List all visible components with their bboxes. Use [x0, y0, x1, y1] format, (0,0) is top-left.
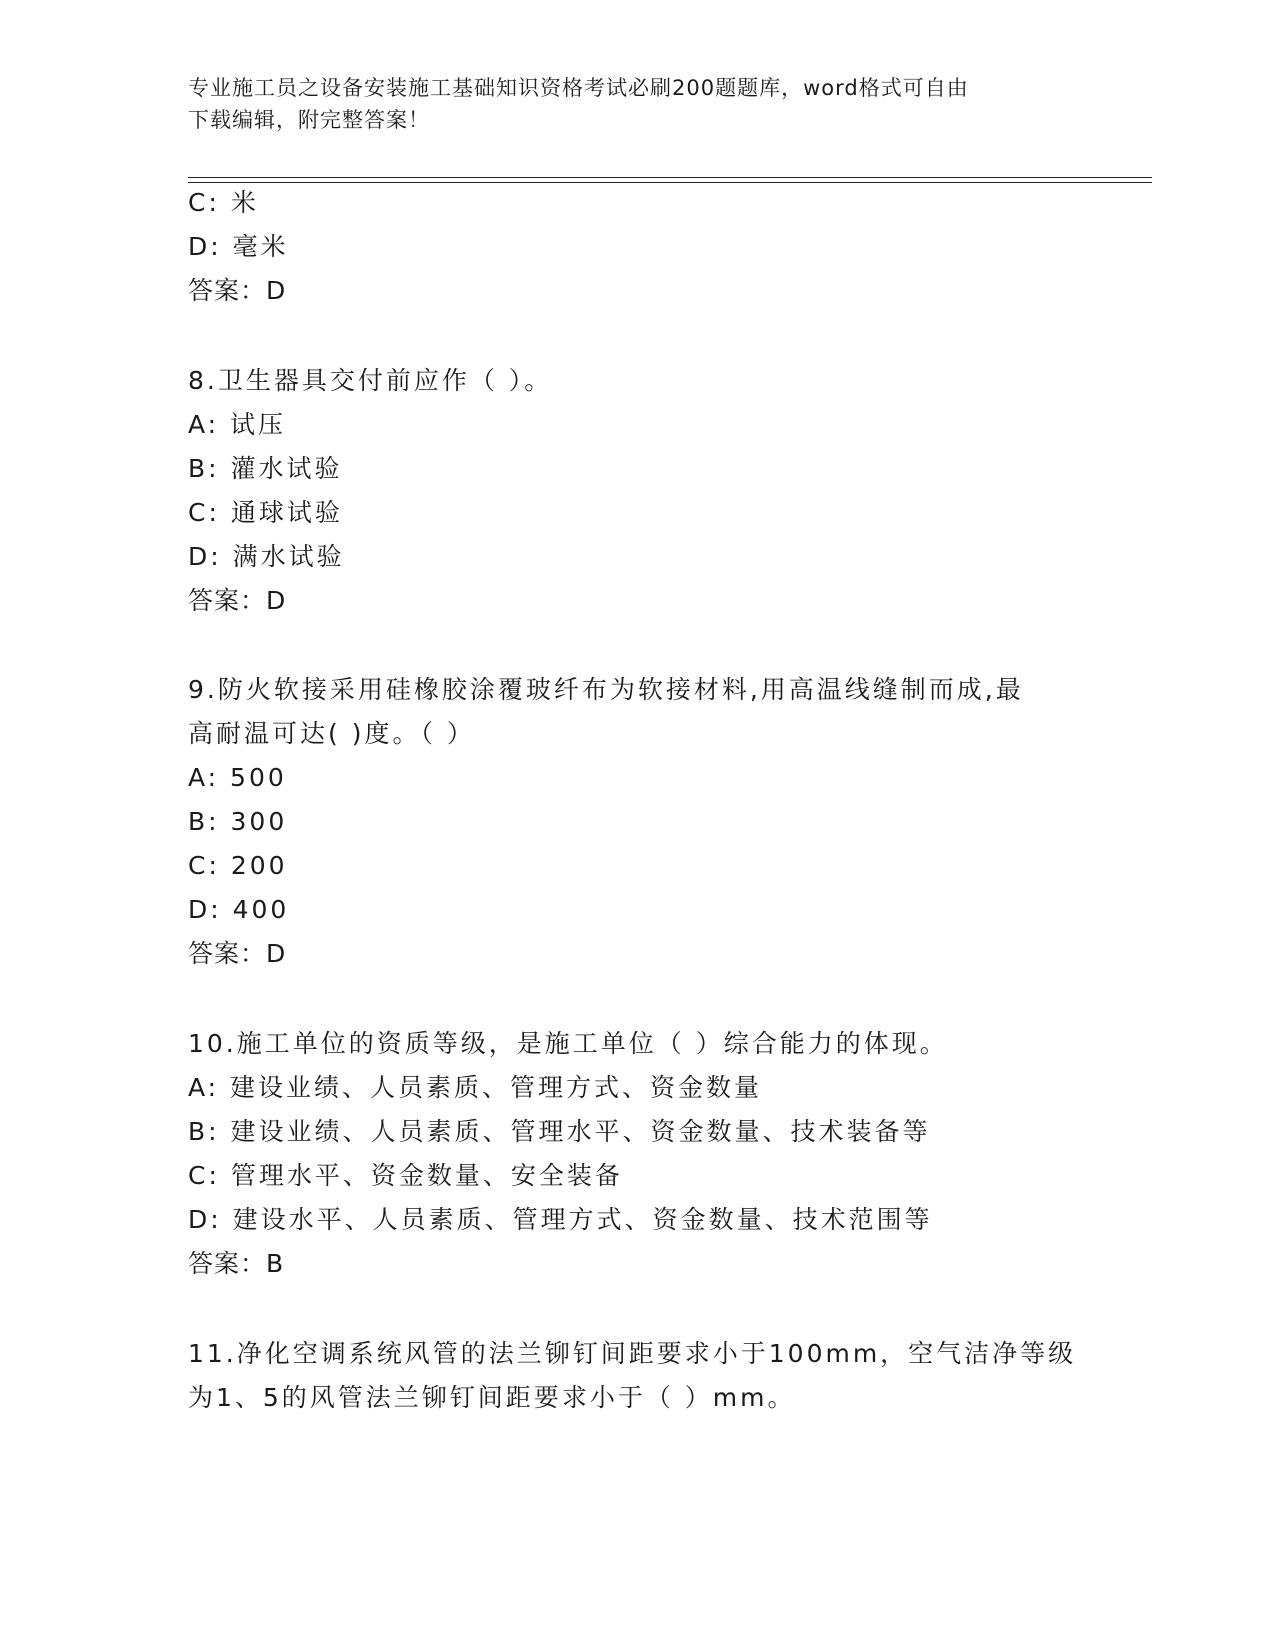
q9-stem-line-1: 9.防火软接采用硅橡胶涂覆玻纤布为软接材料,用高温线缝制而成,最 — [188, 675, 1024, 704]
q8-answer: 答案：D — [188, 586, 287, 615]
q9-stem-line-2: 高耐温可达( )度。（ ） — [188, 719, 475, 748]
q8-option-b: B: 灌水试验 — [188, 454, 343, 483]
q9-option-c: C: 200 — [188, 851, 288, 880]
header-line-1: 专业施工员之设备安装施工基础知识资格考试必刷200题题库，word格式可自由 — [188, 76, 969, 100]
q8-stem: 8.卫生器具交付前应作（ ）。 — [188, 366, 553, 395]
q10-option-b: B: 建设业绩、人员素质、管理水平、资金数量、技术装备等 — [188, 1117, 931, 1146]
q10-answer: 答案：B — [188, 1249, 285, 1278]
q9-option-d: D: 400 — [188, 895, 290, 924]
q11-stem-line-2: 为1、5的风管法兰铆钉间距要求小于（ ）mm。 — [188, 1383, 796, 1412]
q9-option-a: A: 500 — [188, 763, 287, 792]
header-divider-bottom — [188, 182, 1152, 183]
q10-stem: 10.施工单位的资质等级，是施工单位（ ）综合能力的体现。 — [188, 1029, 948, 1058]
q7-answer: 答案：D — [188, 276, 287, 305]
q10-option-c: C: 管理水平、资金数量、安全装备 — [188, 1161, 623, 1190]
q9-answer: 答案：D — [188, 939, 287, 968]
q11-stem-line-1: 11.净化空调系统风管的法兰铆钉间距要求小于100mm，空气洁净等级 — [188, 1339, 1077, 1368]
header-divider-top — [188, 177, 1152, 178]
document-header — [188, 72, 1088, 136]
q8-option-c: C: 通球试验 — [188, 498, 343, 527]
q7-option-d: D: 毫米 — [188, 232, 289, 261]
q8-option-a: A: 试压 — [188, 410, 287, 439]
q7-option-c: C: 米 — [188, 188, 259, 217]
header-line-2: 下载编辑，附完整答案！ — [188, 108, 430, 132]
q8-option-d: D: 满水试验 — [188, 542, 345, 571]
q10-option-d: D: 建设水平、人员素质、管理方式、资金数量、技术范围等 — [188, 1205, 933, 1234]
q10-option-a: A: 建设业绩、人员素质、管理方式、资金数量 — [188, 1073, 763, 1102]
q9-option-b: B: 300 — [188, 807, 288, 836]
